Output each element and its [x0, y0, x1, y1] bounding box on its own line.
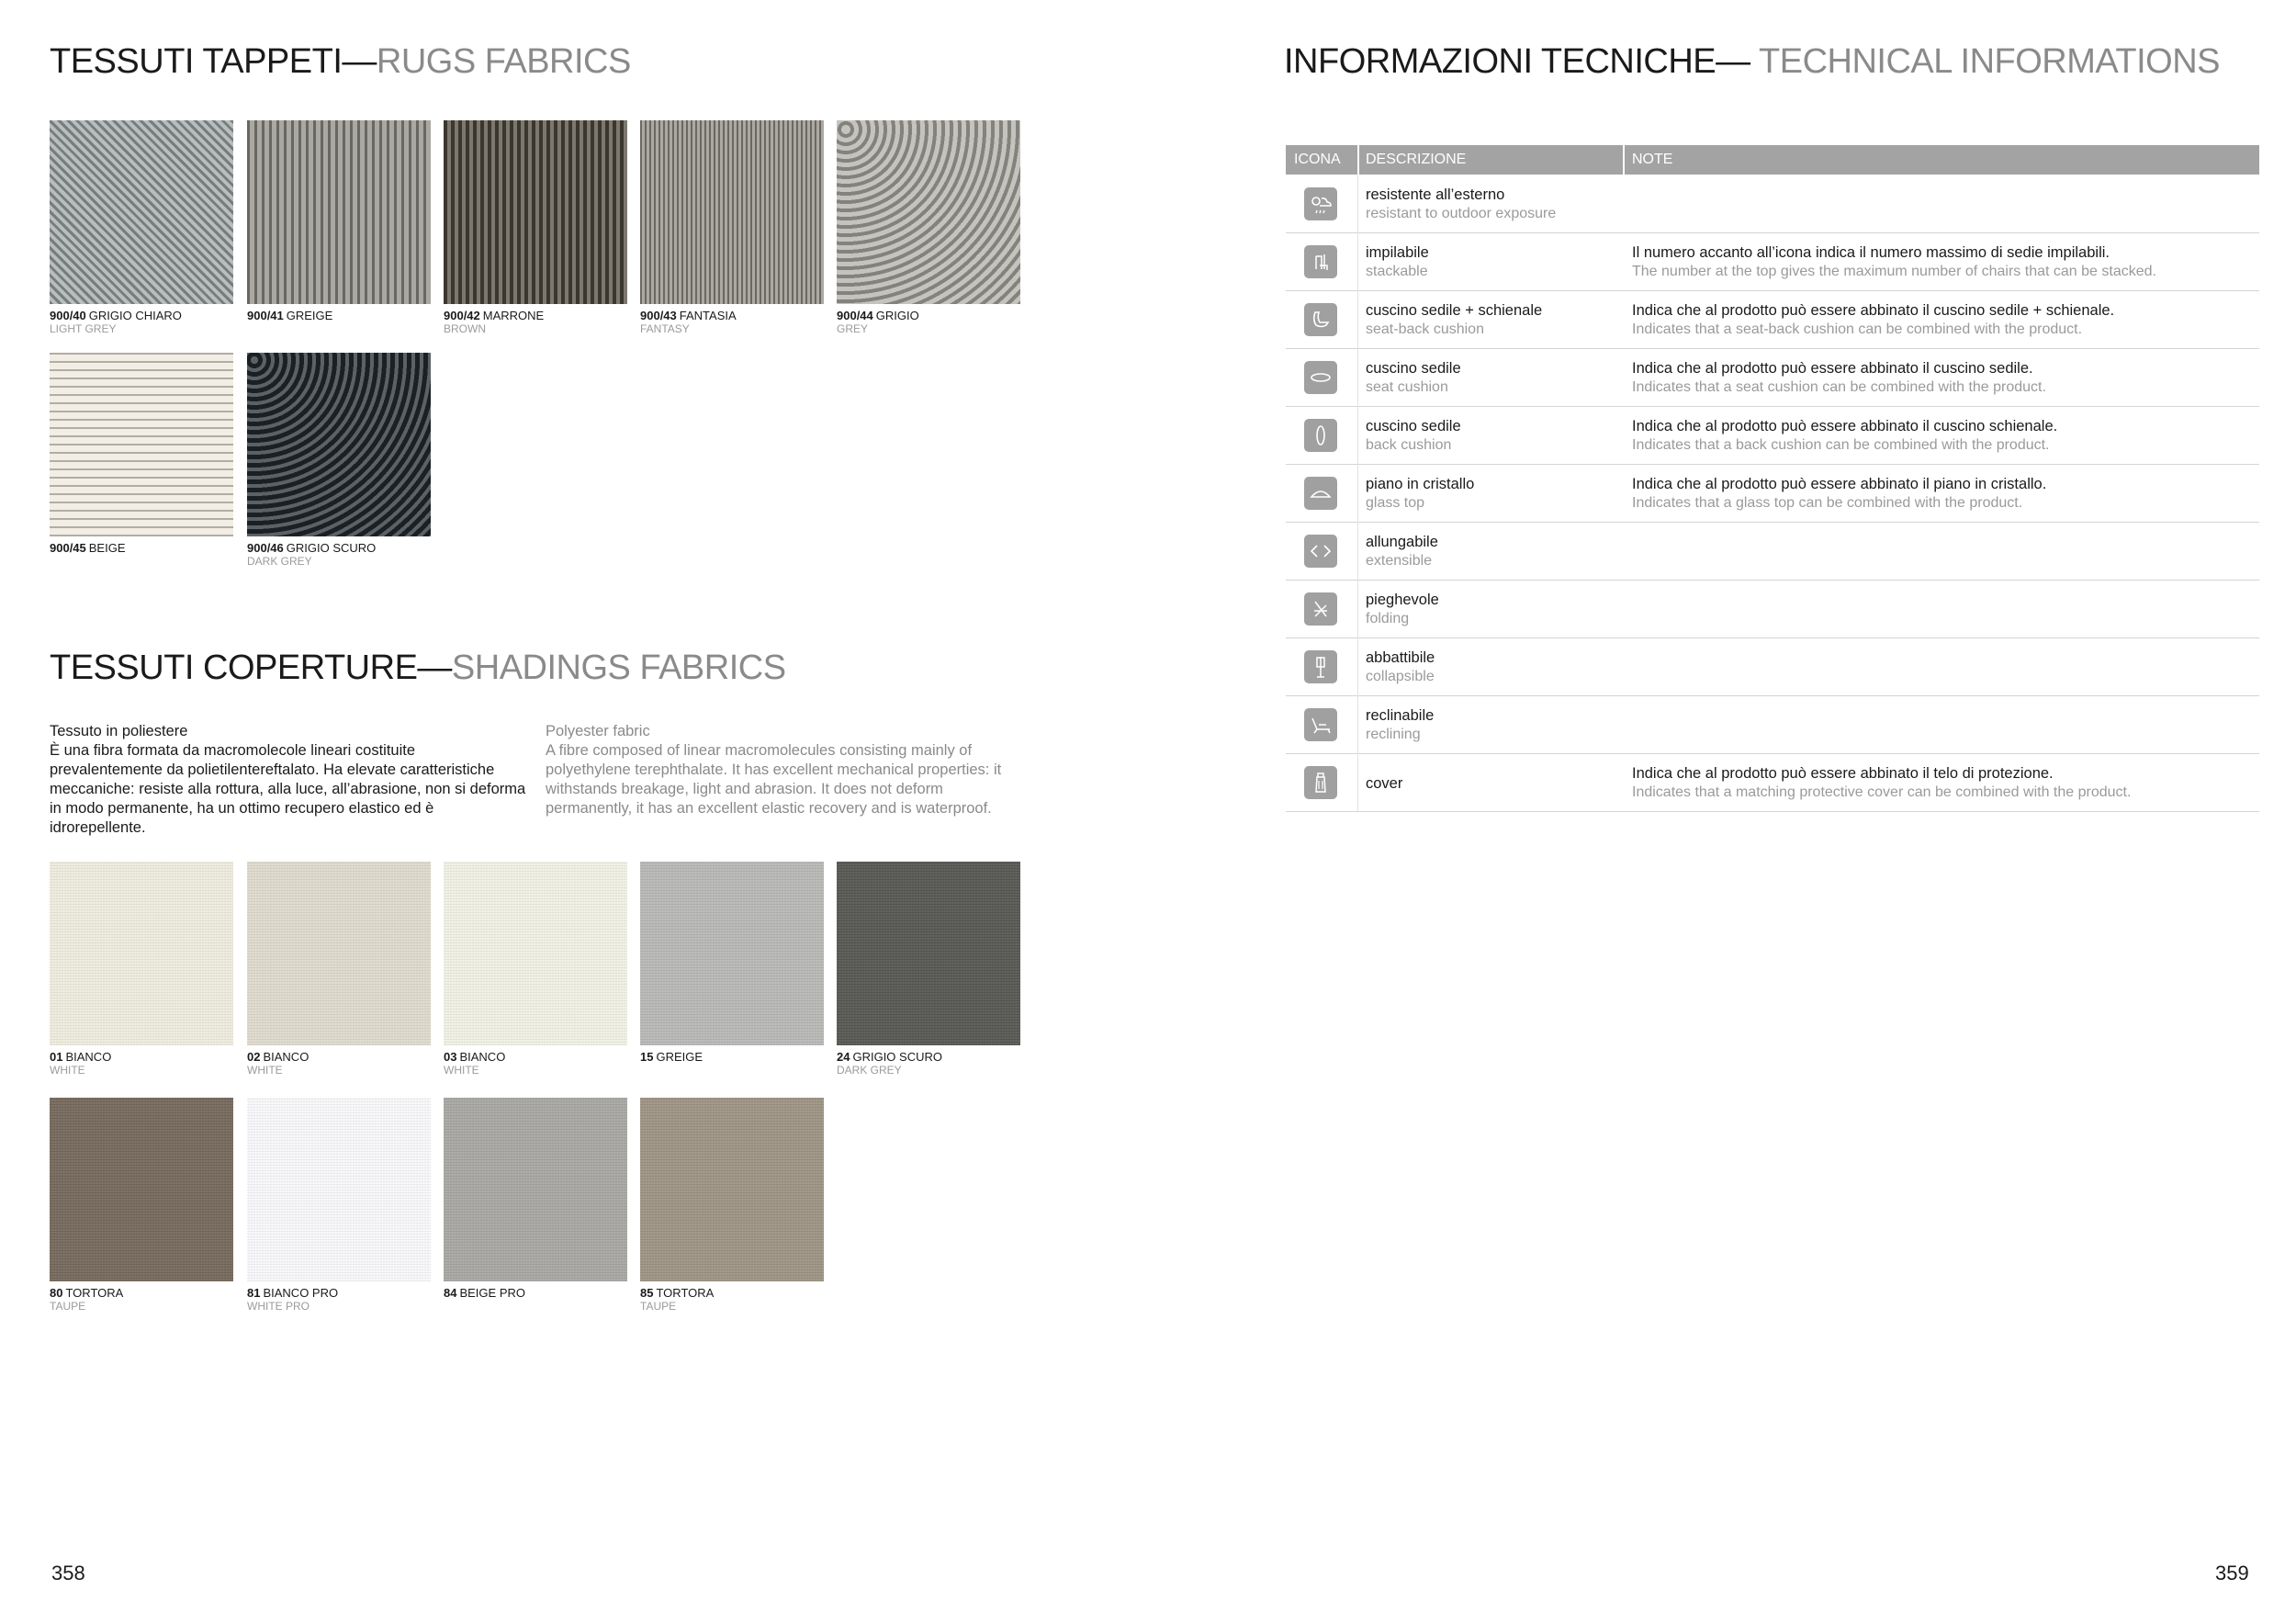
shading-code: 85	[640, 1286, 654, 1300]
rug-swatch	[247, 353, 431, 536]
rug-swatch	[444, 120, 627, 304]
row-description: cuscino sedile + schienale	[1366, 302, 1543, 319]
shading-code: 15	[640, 1050, 654, 1064]
rug-code: 900/42	[444, 309, 480, 322]
description-italian-body: È una fibra formata da macromolecole lineari costituite prevalentemente da polietilentereftalato. Ha elevate caratteristiche meccaniche: resiste alla rottura, alla luce, all’abrasione, non si deforma in modo permanente, ha un ottimo recupero elastico ed è idrorepellente.	[50, 742, 526, 836]
shading-caption	[837, 1050, 942, 1077]
shading-code: 81	[247, 1286, 261, 1300]
shading-code: 24	[837, 1050, 850, 1064]
row-description-english: resistant to outdoor exposure	[1366, 206, 1557, 221]
shading-name-english: WHITE PRO	[247, 1300, 310, 1313]
shadings-heading: TESSUTI COPERTURE—SHADINGS FABRICS	[50, 648, 786, 687]
rug-name-english: DARK GREY	[247, 555, 312, 568]
row-divider	[1357, 290, 1358, 348]
rug-swatch	[640, 120, 824, 304]
shading-name: GRIGIO SCURO	[852, 1050, 942, 1064]
table-row	[1286, 695, 2259, 754]
rugs-heading: TESSUTI TAPPETI—RUGS FABRICS	[50, 42, 631, 81]
row-divider	[1357, 580, 1358, 637]
row-note: Indica che al prodotto può essere abbinato il cuscino schienale.	[1632, 418, 2058, 434]
shading-swatch	[640, 862, 824, 1045]
shading-name-english: WHITE	[50, 1064, 85, 1077]
shading-swatch	[50, 862, 233, 1045]
shading-name: GREIGE	[656, 1050, 703, 1064]
shading-swatch	[444, 1098, 627, 1281]
shading-caption	[247, 1286, 338, 1314]
shading-swatch	[640, 1098, 824, 1281]
rug-caption	[444, 309, 544, 336]
row-description-english: seat cushion	[1366, 379, 1448, 395]
back-cushion-icon	[1304, 419, 1337, 452]
shading-caption	[50, 1286, 123, 1314]
row-description: allungabile	[1366, 534, 1438, 550]
row-note: Indica che al prodotto può essere abbinato il piano in cristallo.	[1632, 476, 2047, 492]
shading-name: BIANCO	[459, 1050, 506, 1064]
shading-code: 02	[247, 1050, 261, 1064]
rug-name: GRIGIO SCURO	[286, 541, 377, 555]
row-description-english: seat-back cushion	[1366, 321, 1484, 337]
shading-name: BIANCO PRO	[263, 1286, 339, 1300]
shading-caption	[444, 1286, 525, 1300]
shading-caption	[247, 1050, 309, 1077]
rug-caption	[247, 309, 332, 322]
row-description: impilabile	[1366, 244, 1429, 261]
rug-name-english: BROWN	[444, 322, 486, 335]
description-italian-title: Tessuto in poliestere	[50, 723, 188, 739]
row-note: Indica che al prodotto può essere abbinato il cuscino sedile + schienale.	[1632, 302, 2115, 319]
row-divider	[1357, 464, 1358, 522]
row-description: reclinabile	[1366, 707, 1435, 724]
row-description-english: extensible	[1366, 553, 1433, 569]
technical-heading: INFORMAZIONI TECNICHE— TECHNICAL INFORMATIONS	[1284, 42, 2221, 81]
rug-swatch	[837, 120, 1020, 304]
row-note: Il numero accanto all’icona indica il numero massimo di sedie impilabili.	[1632, 244, 2110, 261]
shading-caption	[50, 1050, 111, 1077]
shading-code: 01	[50, 1050, 63, 1064]
description-english-title: Polyester fabric	[546, 723, 650, 739]
shading-caption	[640, 1050, 703, 1064]
seat-back-cushion-icon	[1304, 303, 1337, 336]
row-divider	[1357, 348, 1358, 406]
header-icon: ICONA	[1294, 152, 1341, 167]
header-divider	[1623, 145, 1625, 175]
shading-code: 03	[444, 1050, 457, 1064]
glass-top-icon	[1304, 477, 1337, 510]
row-description-english: reclining	[1366, 727, 1421, 742]
shading-name: TORTORA	[656, 1286, 715, 1300]
seat-cushion-icon	[1304, 361, 1337, 394]
table-row	[1286, 580, 2259, 638]
rug-swatch	[247, 120, 431, 304]
row-divider	[1357, 753, 1358, 811]
row-description-english: collapsible	[1366, 669, 1435, 684]
row-description-english: stackable	[1366, 264, 1428, 279]
technical-table-header	[1286, 145, 2259, 175]
rug-name: GRIGIO	[875, 309, 919, 322]
table-row	[1286, 637, 2259, 696]
row-note: Indica che al prodotto può essere abbinato il telo di protezione.	[1632, 765, 2054, 782]
row-description: piano in cristallo	[1366, 476, 1475, 492]
shading-name-english: TAUPE	[50, 1300, 86, 1313]
row-description: resistente all’esterno	[1366, 186, 1505, 203]
shading-caption	[640, 1286, 714, 1314]
rug-name: BEIGE	[88, 541, 126, 555]
shading-name: BEIGE PRO	[459, 1286, 525, 1300]
row-note-english: Indicates that a back cushion can be combined with the product.	[1632, 437, 2050, 453]
shading-swatch	[837, 862, 1020, 1045]
table-row	[1286, 753, 2259, 812]
table-row	[1286, 464, 2259, 523]
rug-name: GRIGIO CHIARO	[88, 309, 182, 322]
rug-name-english: GREY	[837, 322, 869, 335]
row-description: cover	[1366, 775, 1403, 792]
cover-icon	[1304, 766, 1337, 799]
page-number-left: 358	[51, 1562, 85, 1585]
row-description: abbattibile	[1366, 649, 1435, 666]
header-divider	[1357, 145, 1359, 175]
row-divider	[1357, 406, 1358, 464]
row-description: pieghevole	[1366, 592, 1439, 608]
row-description-english: back cushion	[1366, 437, 1452, 453]
row-note-english: Indicates that a matching protective cover can be combined with the product.	[1632, 784, 2132, 800]
rug-code: 900/46	[247, 541, 284, 555]
folding-icon	[1304, 592, 1337, 626]
shading-name-english: DARK GREY	[837, 1064, 902, 1077]
rug-name: GREIGE	[286, 309, 333, 322]
page-number-right: 359	[2215, 1562, 2249, 1585]
shading-caption	[444, 1050, 505, 1077]
rug-code: 900/44	[837, 309, 873, 322]
shading-swatch	[50, 1098, 233, 1281]
header-note: NOTE	[1632, 152, 1673, 167]
table-row	[1286, 175, 2259, 233]
row-note-english: Indicates that a seat-back cushion can be combined with the product.	[1632, 321, 2083, 337]
rug-code: 900/45	[50, 541, 86, 555]
shading-swatch	[247, 1098, 431, 1281]
shading-code: 84	[444, 1286, 457, 1300]
rug-code: 900/41	[247, 309, 284, 322]
stackable-icon	[1304, 245, 1337, 278]
row-note-english: Indicates that a seat cushion can be combined with the product.	[1632, 379, 2046, 395]
outdoor-icon	[1304, 187, 1337, 220]
collapsible-icon	[1304, 650, 1337, 683]
rug-caption	[50, 541, 126, 555]
rug-name-english: FANTASY	[640, 322, 690, 335]
row-description: cuscino sedile	[1366, 360, 1461, 377]
table-row	[1286, 406, 2259, 465]
rug-caption	[50, 309, 182, 336]
table-row	[1286, 232, 2259, 291]
row-divider	[1357, 695, 1358, 753]
rug-name: MARRONE	[482, 309, 545, 322]
reclining-icon	[1304, 708, 1337, 741]
rug-swatch	[50, 120, 233, 304]
rug-code: 900/40	[50, 309, 86, 322]
shading-swatch	[444, 862, 627, 1045]
shading-name-english: WHITE	[444, 1064, 479, 1077]
description-italian	[50, 722, 527, 838]
row-divider	[1357, 637, 1358, 695]
rug-caption	[247, 541, 376, 569]
table-row	[1286, 290, 2259, 349]
row-description-english: glass top	[1366, 495, 1425, 511]
shading-name-english: WHITE	[247, 1064, 283, 1077]
row-description-english: folding	[1366, 611, 1410, 626]
table-row	[1286, 348, 2259, 407]
table-row	[1286, 522, 2259, 581]
row-divider	[1357, 522, 1358, 580]
row-note: Indica che al prodotto può essere abbinato il cuscino sedile.	[1632, 360, 2033, 377]
shading-name: BIANCO	[65, 1050, 112, 1064]
row-divider	[1357, 175, 1358, 232]
rug-name-english: LIGHT GREY	[50, 322, 117, 335]
shading-name-english: TAUPE	[640, 1300, 677, 1313]
shading-code: 80	[50, 1286, 63, 1300]
shading-name: BIANCO	[263, 1050, 310, 1064]
rug-caption	[837, 309, 919, 336]
rug-caption	[640, 309, 737, 336]
header-description: DESCRIZIONE	[1366, 152, 1467, 167]
description-english	[546, 722, 1032, 818]
extensible-icon	[1304, 535, 1337, 568]
rug-code: 900/43	[640, 309, 677, 322]
row-note-english: Indicates that a glass top can be combined with the product.	[1632, 495, 2023, 511]
shading-name: TORTORA	[65, 1286, 124, 1300]
row-note-english: The number at the top gives the maximum number of chairs that can be stacked.	[1632, 264, 2156, 279]
row-description: cuscino sedile	[1366, 418, 1461, 434]
row-divider	[1357, 232, 1358, 290]
description-english-body: A fibre composed of linear macromolecules consisting mainly of polyethylene terephthalate. It has excellent mechanical properties: it withstands breakage, light and abrasion. It does not deform permanently, it has an excellent elastic recovery and is waterproof.	[546, 742, 1002, 817]
shading-swatch	[247, 862, 431, 1045]
rug-swatch	[50, 353, 233, 536]
rug-name: FANTASIA	[679, 309, 737, 322]
